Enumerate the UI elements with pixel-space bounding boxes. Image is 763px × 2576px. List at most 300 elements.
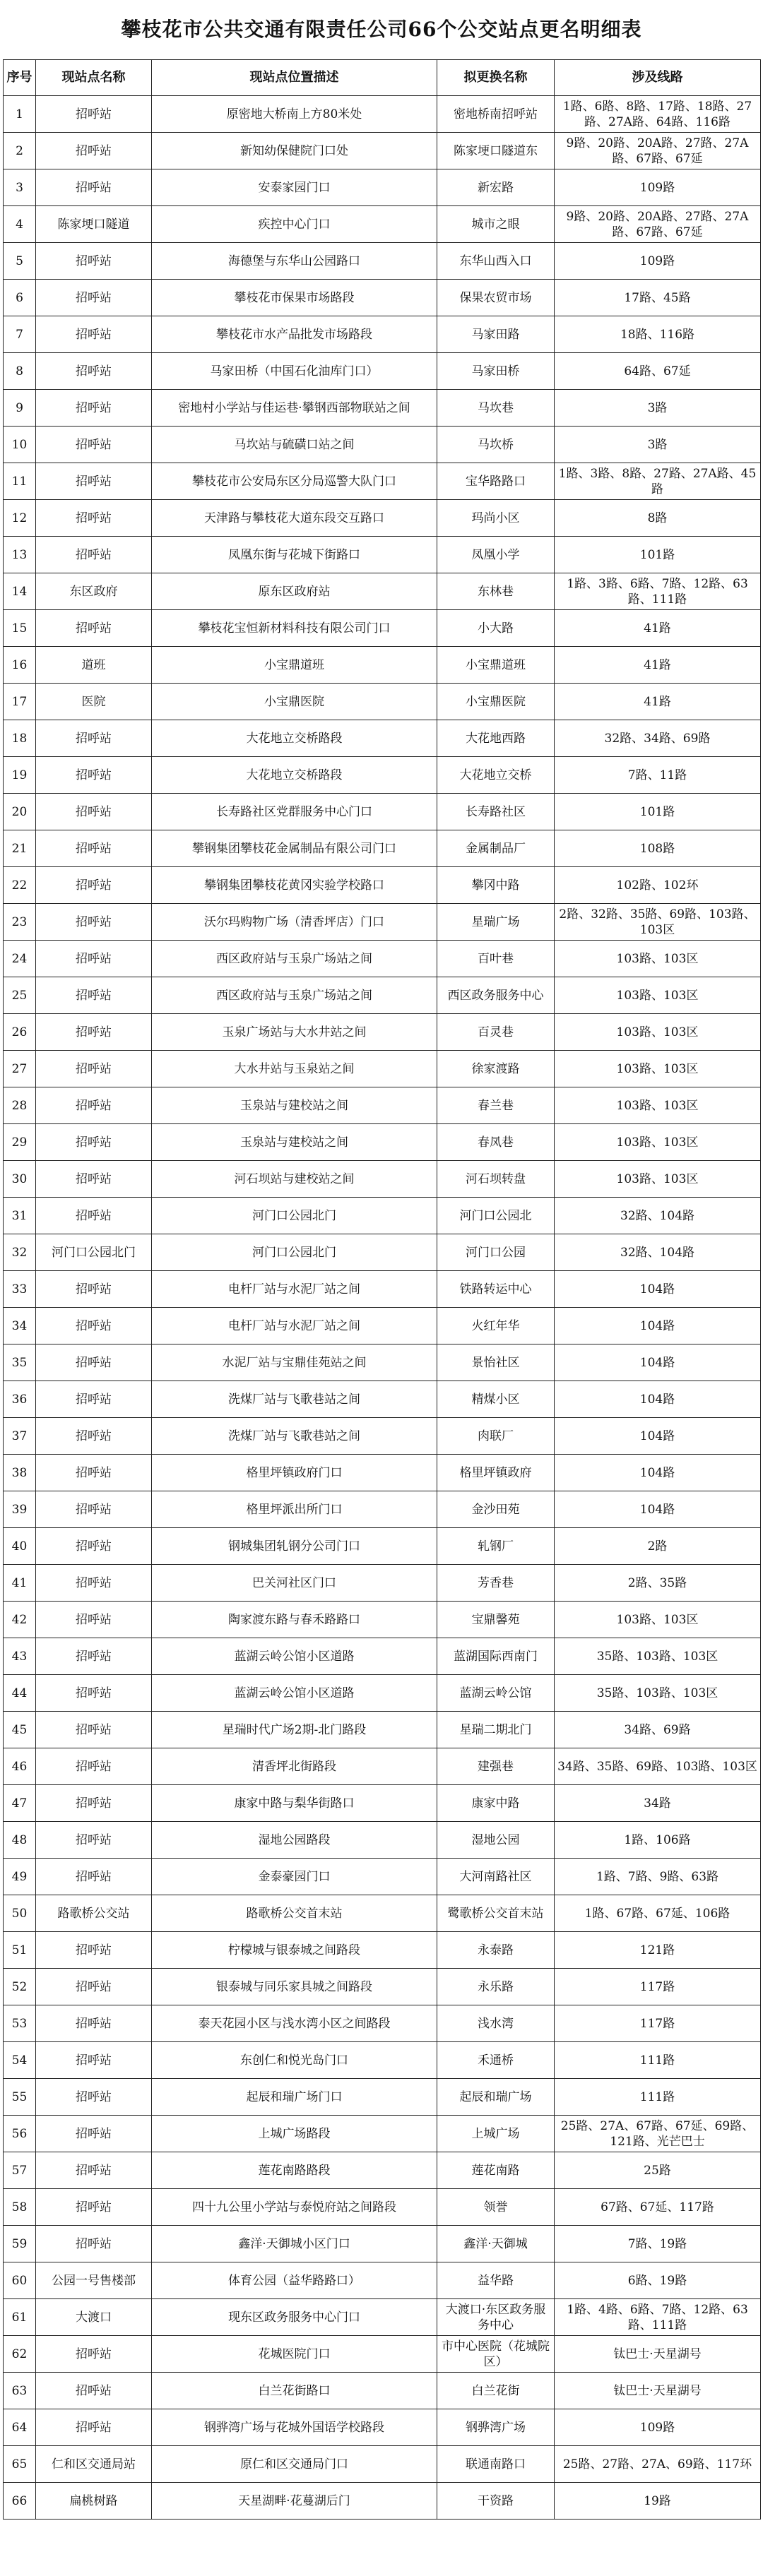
cell-index: 18: [4, 720, 36, 757]
cell-routes: 104路: [555, 1344, 761, 1381]
cell-routes: 34路、35路、69路、103路、103区: [555, 1748, 761, 1785]
table-row: [4, 2409, 761, 2446]
cell-new-name: 玛尚小区: [437, 500, 555, 537]
cell-index: 28: [4, 1087, 36, 1124]
cell-current-name: 招呼站: [36, 1198, 152, 1234]
table-row: [4, 2189, 761, 2226]
cell-location: 柠檬城与银泰城之间路段: [152, 1932, 437, 1969]
cell-location: 西区政府站与玉泉广场站之间: [152, 977, 437, 1014]
cell-index: 58: [4, 2189, 36, 2226]
cell-index: 51: [4, 1932, 36, 1969]
table-row: [4, 941, 761, 977]
cell-location: 大花地立交桥路段: [152, 720, 437, 757]
cell-new-name: 小宝鼎道班: [437, 647, 555, 684]
cell-routes: 104路: [555, 1455, 761, 1491]
cell-current-name: 招呼站: [36, 1308, 152, 1344]
cell-routes: 103路、103区: [555, 1051, 761, 1087]
cell-new-name: 市中心医院（花城院区）: [437, 2336, 555, 2373]
cell-index: 24: [4, 941, 36, 977]
table-row: [4, 243, 761, 280]
cell-new-name: 湿地公园: [437, 1822, 555, 1859]
table-row: [4, 1602, 761, 1638]
cell-location: 攀枝花宝恒新材料科技有限公司门口: [152, 610, 437, 647]
cell-location: 天津路与攀枝花大道东段交互路口: [152, 500, 437, 537]
cell-current-name: 招呼站: [36, 1344, 152, 1381]
cell-routes: 101路: [555, 794, 761, 830]
cell-index: 20: [4, 794, 36, 830]
cell-current-name: 招呼站: [36, 1455, 152, 1491]
table-row: [4, 1344, 761, 1381]
cell-current-name: 招呼站: [36, 2226, 152, 2262]
table-row: [4, 353, 761, 390]
cell-new-name: 宝华路路口: [437, 463, 555, 500]
cell-location: 大水井站与玉泉站之间: [152, 1051, 437, 1087]
cell-current-name: 招呼站: [36, 500, 152, 537]
cell-index: 45: [4, 1712, 36, 1748]
cell-location: 格里坪镇政府门口: [152, 1455, 437, 1491]
cell-current-name: 招呼站: [36, 2336, 152, 2373]
cell-routes: 41路: [555, 647, 761, 684]
cell-index: 31: [4, 1198, 36, 1234]
table-row: [4, 1785, 761, 1822]
cell-current-name: 招呼站: [36, 2116, 152, 2152]
cell-current-name: 招呼站: [36, 390, 152, 427]
cell-new-name: 百灵巷: [437, 1014, 555, 1051]
cell-index: 25: [4, 977, 36, 1014]
cell-index: 43: [4, 1638, 36, 1675]
cell-index: 59: [4, 2226, 36, 2262]
cell-routes: 7路、11路: [555, 757, 761, 794]
cell-index: 38: [4, 1455, 36, 1491]
cell-location: 银泰城与同乐家具城之间路段: [152, 1969, 437, 2005]
cell-location: 玉泉广场站与大水井站之间: [152, 1014, 437, 1051]
table-row: [4, 2262, 761, 2299]
table-row: [4, 684, 761, 720]
cell-index: 49: [4, 1859, 36, 1895]
cell-location: 海德堡与东华山公园路口: [152, 243, 437, 280]
cell-current-name: 招呼站: [36, 1161, 152, 1198]
cell-routes: 41路: [555, 684, 761, 720]
cell-location: 清香坪北街路段: [152, 1748, 437, 1785]
table-row: [4, 2042, 761, 2079]
cell-new-name: 景怡社区: [437, 1344, 555, 1381]
cell-routes: 25路: [555, 2152, 761, 2189]
cell-new-name: 新宏路: [437, 169, 555, 206]
cell-index: 42: [4, 1602, 36, 1638]
cell-location: 长寿路社区党群服务中心门口: [152, 794, 437, 830]
cell-new-name: 莲花南路: [437, 2152, 555, 2189]
cell-current-name: 招呼站: [36, 2409, 152, 2446]
cell-index: 29: [4, 1124, 36, 1161]
cell-routes: 103路、103区: [555, 1602, 761, 1638]
table-row: [4, 904, 761, 941]
cell-current-name: 招呼站: [36, 1712, 152, 1748]
cell-index: 37: [4, 1418, 36, 1455]
cell-routes: 117路: [555, 1969, 761, 2005]
cell-location: 河门口公园北门: [152, 1198, 437, 1234]
cell-routes: 2路、32路、35路、69路、103路、103区: [555, 904, 761, 941]
table-row: [4, 2373, 761, 2409]
station-rename-table: [3, 59, 761, 2520]
table-row: [4, 1712, 761, 1748]
cell-new-name: 马家田桥: [437, 353, 555, 390]
cell-location: 现东区政务服务中心门口: [152, 2299, 437, 2336]
cell-index: 9: [4, 390, 36, 427]
cell-routes: 3路: [555, 427, 761, 463]
table-row: [4, 133, 761, 169]
table-row: [4, 280, 761, 316]
cell-new-name: 浅水湾: [437, 2005, 555, 2042]
cell-location: 安泰家园门口: [152, 169, 437, 206]
cell-new-name: 康家中路: [437, 1785, 555, 1822]
cell-routes: 108路: [555, 830, 761, 867]
cell-current-name: 招呼站: [36, 1381, 152, 1418]
cell-location: 蓝湖云岭公馆小区道路: [152, 1675, 437, 1712]
cell-new-name: 领誉: [437, 2189, 555, 2226]
cell-current-name: 仁和区交通局站: [36, 2446, 152, 2483]
table-row: [4, 1895, 761, 1932]
cell-location: 路歌桥公交首末站: [152, 1895, 437, 1932]
header-routes: 涉及线路: [555, 60, 761, 96]
table-row: [4, 1051, 761, 1087]
cell-new-name: 蓝湖云岭公馆: [437, 1675, 555, 1712]
cell-current-name: 招呼站: [36, 537, 152, 573]
cell-routes: 104路: [555, 1491, 761, 1528]
cell-current-name: 招呼站: [36, 1491, 152, 1528]
table-row: [4, 1234, 761, 1271]
cell-current-name: 招呼站: [36, 904, 152, 941]
cell-current-name: 陈家埂口隧道: [36, 206, 152, 243]
cell-current-name: 招呼站: [36, 169, 152, 206]
table-row: [4, 2299, 761, 2336]
cell-index: 19: [4, 757, 36, 794]
cell-new-name: 星瑞广场: [437, 904, 555, 941]
cell-index: 46: [4, 1748, 36, 1785]
cell-new-name: 金属制品厂: [437, 830, 555, 867]
cell-index: 53: [4, 2005, 36, 2042]
cell-location: 原仁和区交通局门口: [152, 2446, 437, 2483]
table-row: [4, 2116, 761, 2152]
cell-routes: 103路、103区: [555, 977, 761, 1014]
table-row: [4, 169, 761, 206]
cell-current-name: 招呼站: [36, 2005, 152, 2042]
cell-location: 水泥厂站与宝鼎佳苑站之间: [152, 1344, 437, 1381]
cell-new-name: 白兰花街: [437, 2373, 555, 2409]
table-row: [4, 1491, 761, 1528]
cell-index: 8: [4, 353, 36, 390]
cell-current-name: 招呼站: [36, 316, 152, 353]
table-row: [4, 1675, 761, 1712]
cell-current-name: 招呼站: [36, 1969, 152, 2005]
cell-new-name: 西区政务服务中心: [437, 977, 555, 1014]
cell-routes: 32路、104路: [555, 1234, 761, 1271]
cell-new-name: 芳香巷: [437, 1565, 555, 1602]
cell-new-name: 小大路: [437, 610, 555, 647]
cell-new-name: 禾通桥: [437, 2042, 555, 2079]
cell-routes: 111路: [555, 2079, 761, 2116]
table-row: [4, 720, 761, 757]
cell-current-name: 招呼站: [36, 1638, 152, 1675]
cell-current-name: 招呼站: [36, 1014, 152, 1051]
cell-routes: 18路、116路: [555, 316, 761, 353]
cell-index: 14: [4, 573, 36, 610]
cell-location: 康家中路与梨华街路口: [152, 1785, 437, 1822]
cell-routes: 104路: [555, 1308, 761, 1344]
table-row: [4, 2446, 761, 2483]
cell-new-name: 马坎巷: [437, 390, 555, 427]
table-row: [4, 610, 761, 647]
cell-index: 44: [4, 1675, 36, 1712]
cell-current-name: 招呼站: [36, 1748, 152, 1785]
table-row: [4, 1859, 761, 1895]
cell-routes: 35路、103路、103区: [555, 1638, 761, 1675]
cell-location: 起辰和瑞广场门口: [152, 2079, 437, 2116]
cell-new-name: 凤凰小学: [437, 537, 555, 573]
cell-location: 金泰豪园门口: [152, 1859, 437, 1895]
cell-location: 四十九公里小学站与泰悦府站之间路段: [152, 2189, 437, 2226]
cell-current-name: 招呼站: [36, 1822, 152, 1859]
cell-current-name: 招呼站: [36, 1859, 152, 1895]
cell-location: 蓝湖云岭公馆小区道路: [152, 1638, 437, 1675]
cell-index: 16: [4, 647, 36, 684]
table-row: [4, 2226, 761, 2262]
cell-location: 原密地大桥南上方80米处: [152, 96, 437, 133]
cell-location: 东创仁和悦光岛门口: [152, 2042, 437, 2079]
cell-new-name: 起辰和瑞广场: [437, 2079, 555, 2116]
cell-new-name: 河石坝转盘: [437, 1161, 555, 1198]
table-row: [4, 1271, 761, 1308]
cell-routes: 3路: [555, 390, 761, 427]
cell-current-name: 招呼站: [36, 1675, 152, 1712]
cell-index: 55: [4, 2079, 36, 2116]
cell-current-name: 招呼站: [36, 830, 152, 867]
cell-routes: 7路、19路: [555, 2226, 761, 2262]
cell-current-name: 招呼站: [36, 2373, 152, 2409]
cell-new-name: 鹭歌桥公交首末站: [437, 1895, 555, 1932]
cell-index: 26: [4, 1014, 36, 1051]
cell-new-name: 宝鼎馨苑: [437, 1602, 555, 1638]
cell-index: 50: [4, 1895, 36, 1932]
cell-routes: 32路、104路: [555, 1198, 761, 1234]
cell-routes: 1路、106路: [555, 1822, 761, 1859]
table-row: [4, 1161, 761, 1198]
cell-index: 63: [4, 2373, 36, 2409]
cell-routes: 1路、3路、6路、7路、12路、63路、111路: [555, 573, 761, 610]
cell-new-name: 马坎桥: [437, 427, 555, 463]
table-row: [4, 316, 761, 353]
cell-current-name: 招呼站: [36, 280, 152, 316]
cell-location: 攀钢集团攀枝花黄冈实验学校路口: [152, 867, 437, 904]
cell-new-name: 格里坪镇政府: [437, 1455, 555, 1491]
cell-location: 格里坪派出所门口: [152, 1491, 437, 1528]
cell-routes: 103路、103区: [555, 1014, 761, 1051]
cell-current-name: 招呼站: [36, 977, 152, 1014]
header-new-name: 拟更换名称: [437, 60, 555, 96]
header-index: 序号: [4, 60, 36, 96]
table-row: [4, 1124, 761, 1161]
cell-location: 巴关河社区门口: [152, 1565, 437, 1602]
table-row: [4, 96, 761, 133]
cell-current-name: 招呼站: [36, 243, 152, 280]
table-row: [4, 463, 761, 500]
cell-index: 21: [4, 830, 36, 867]
cell-routes: 111路: [555, 2042, 761, 2079]
table-body: [4, 96, 761, 2520]
cell-routes: 32路、34路、69路: [555, 720, 761, 757]
cell-location: 花城医院门口: [152, 2336, 437, 2373]
cell-routes: 9路、20路、20A路、27路、27A路、67路、67延: [555, 206, 761, 243]
cell-index: 41: [4, 1565, 36, 1602]
cell-location: 星瑞时代广场2期-北门路段: [152, 1712, 437, 1748]
table-row: [4, 500, 761, 537]
cell-current-name: 招呼站: [36, 133, 152, 169]
cell-routes: 2路、35路: [555, 1565, 761, 1602]
table-row: [4, 1308, 761, 1344]
cell-routes: 2路: [555, 1528, 761, 1565]
table-row: [4, 427, 761, 463]
table-row: [4, 2005, 761, 2042]
cell-new-name: 大河南路社区: [437, 1859, 555, 1895]
cell-location: 湿地公园路段: [152, 1822, 437, 1859]
cell-routes: 1路、4路、6路、7路、12路、63路、111路: [555, 2299, 761, 2336]
cell-current-name: 招呼站: [36, 1124, 152, 1161]
table-row: [4, 1418, 761, 1455]
cell-current-name: 招呼站: [36, 1051, 152, 1087]
table-row: [4, 1969, 761, 2005]
cell-new-name: 金沙田苑: [437, 1491, 555, 1528]
cell-index: 13: [4, 537, 36, 573]
cell-index: 32: [4, 1234, 36, 1271]
cell-current-name: 招呼站: [36, 427, 152, 463]
cell-index: 12: [4, 500, 36, 537]
cell-index: 47: [4, 1785, 36, 1822]
cell-location: 马家田桥（中国石化油库门口）: [152, 353, 437, 390]
cell-new-name: 东林巷: [437, 573, 555, 610]
cell-routes: 1路、7路、9路、63路: [555, 1859, 761, 1895]
table-row: [4, 390, 761, 427]
cell-index: 30: [4, 1161, 36, 1198]
table-row: [4, 1198, 761, 1234]
cell-current-name: 招呼站: [36, 941, 152, 977]
cell-index: 17: [4, 684, 36, 720]
cell-routes: 17路、45路: [555, 280, 761, 316]
cell-current-name: 招呼站: [36, 1785, 152, 1822]
cell-location: 电杆厂站与水泥厂站之间: [152, 1308, 437, 1344]
cell-current-name: 招呼站: [36, 2042, 152, 2079]
cell-new-name: 火红年华: [437, 1308, 555, 1344]
document-title: 攀枝花市公共交通有限责任公司66个公交站点更名明细表: [121, 18, 642, 41]
cell-index: 39: [4, 1491, 36, 1528]
cell-new-name: 春兰巷: [437, 1087, 555, 1124]
cell-location: 沃尔玛购物广场（清香坪店）门口: [152, 904, 437, 941]
cell-location: 天星湖畔·花蔓湖后门: [152, 2483, 437, 2520]
cell-index: 7: [4, 316, 36, 353]
cell-current-name: 招呼站: [36, 96, 152, 133]
table-row: [4, 1748, 761, 1785]
cell-index: 61: [4, 2299, 36, 2336]
cell-new-name: 大花地西路: [437, 720, 555, 757]
cell-routes: 67路、67延、117路: [555, 2189, 761, 2226]
cell-new-name: 永泰路: [437, 1932, 555, 1969]
cell-routes: 104路: [555, 1271, 761, 1308]
cell-current-name: 招呼站: [36, 2079, 152, 2116]
cell-index: 62: [4, 2336, 36, 2373]
cell-new-name: 益华路: [437, 2262, 555, 2299]
cell-index: 4: [4, 206, 36, 243]
table-row: [4, 1638, 761, 1675]
cell-routes: 9路、20路、20A路、27路、27A路、67路、67延: [555, 133, 761, 169]
cell-routes: 109路: [555, 169, 761, 206]
cell-new-name: 河门口公园: [437, 1234, 555, 1271]
cell-routes: 35路、103路、103区: [555, 1675, 761, 1712]
cell-routes: 103路、103区: [555, 1087, 761, 1124]
cell-routes: 25路、27路、27A、69路、117环: [555, 2446, 761, 2483]
table-row: [4, 977, 761, 1014]
cell-index: 23: [4, 904, 36, 941]
cell-current-name: 道班: [36, 647, 152, 684]
header-location: 现站点位置描述: [152, 60, 437, 96]
cell-location: 鑫洋·天御城小区门口: [152, 2226, 437, 2262]
cell-location: 密地村小学站与佳运巷·攀钢西部物联站之间: [152, 390, 437, 427]
cell-location: 河石坝站与建校站之间: [152, 1161, 437, 1198]
cell-location: 白兰花街路口: [152, 2373, 437, 2409]
cell-location: 马坎站与硫磺口站之间: [152, 427, 437, 463]
cell-new-name: 轧钢厂: [437, 1528, 555, 1565]
table-row: [4, 1822, 761, 1859]
cell-index: 5: [4, 243, 36, 280]
cell-new-name: 干资路: [437, 2483, 555, 2520]
cell-new-name: 东华山西入口: [437, 243, 555, 280]
cell-routes: 101路: [555, 537, 761, 573]
cell-location: 玉泉站与建校站之间: [152, 1087, 437, 1124]
cell-index: 56: [4, 2116, 36, 2152]
table-row: [4, 1381, 761, 1418]
table-row: [4, 1528, 761, 1565]
cell-location: 泰天花园小区与浅水湾小区之间路段: [152, 2005, 437, 2042]
cell-new-name: 攀冈中路: [437, 867, 555, 904]
cell-current-name: 招呼站: [36, 463, 152, 500]
table-row: [4, 2483, 761, 2520]
header-current-name: 现站点名称: [36, 60, 152, 96]
cell-routes: 8路: [555, 500, 761, 537]
cell-routes: 钛巴士·天星湖号: [555, 2373, 761, 2409]
cell-location: 洗煤厂站与飞歌巷站之间: [152, 1381, 437, 1418]
table-row: [4, 1455, 761, 1491]
cell-routes: 1路、67路、67延、106路: [555, 1895, 761, 1932]
cell-location: 大花地立交桥路段: [152, 757, 437, 794]
cell-location: 河门口公园北门: [152, 1234, 437, 1271]
cell-current-name: 招呼站: [36, 2189, 152, 2226]
cell-index: 6: [4, 280, 36, 316]
cell-current-name: 招呼站: [36, 2152, 152, 2189]
cell-current-name: 路歌桥公交站: [36, 1895, 152, 1932]
cell-location: 攀枝花市公安局东区分局巡警大队门口: [152, 463, 437, 500]
cell-index: 54: [4, 2042, 36, 2079]
cell-routes: 1路、6路、8路、17路、18路、27路、27A路、64路、116路: [555, 96, 761, 133]
cell-index: 40: [4, 1528, 36, 1565]
cell-current-name: 招呼站: [36, 1565, 152, 1602]
table-row: [4, 206, 761, 243]
cell-index: 60: [4, 2262, 36, 2299]
cell-routes: 钛巴士·天星湖号: [555, 2336, 761, 2373]
cell-current-name: 招呼站: [36, 610, 152, 647]
cell-new-name: 徐家渡路: [437, 1051, 555, 1087]
table-row: [4, 830, 761, 867]
cell-location: 新知幼保健院门口处: [152, 133, 437, 169]
cell-new-name: 联通南路口: [437, 2446, 555, 2483]
cell-new-name: 春凤巷: [437, 1124, 555, 1161]
table-row: [4, 1014, 761, 1051]
